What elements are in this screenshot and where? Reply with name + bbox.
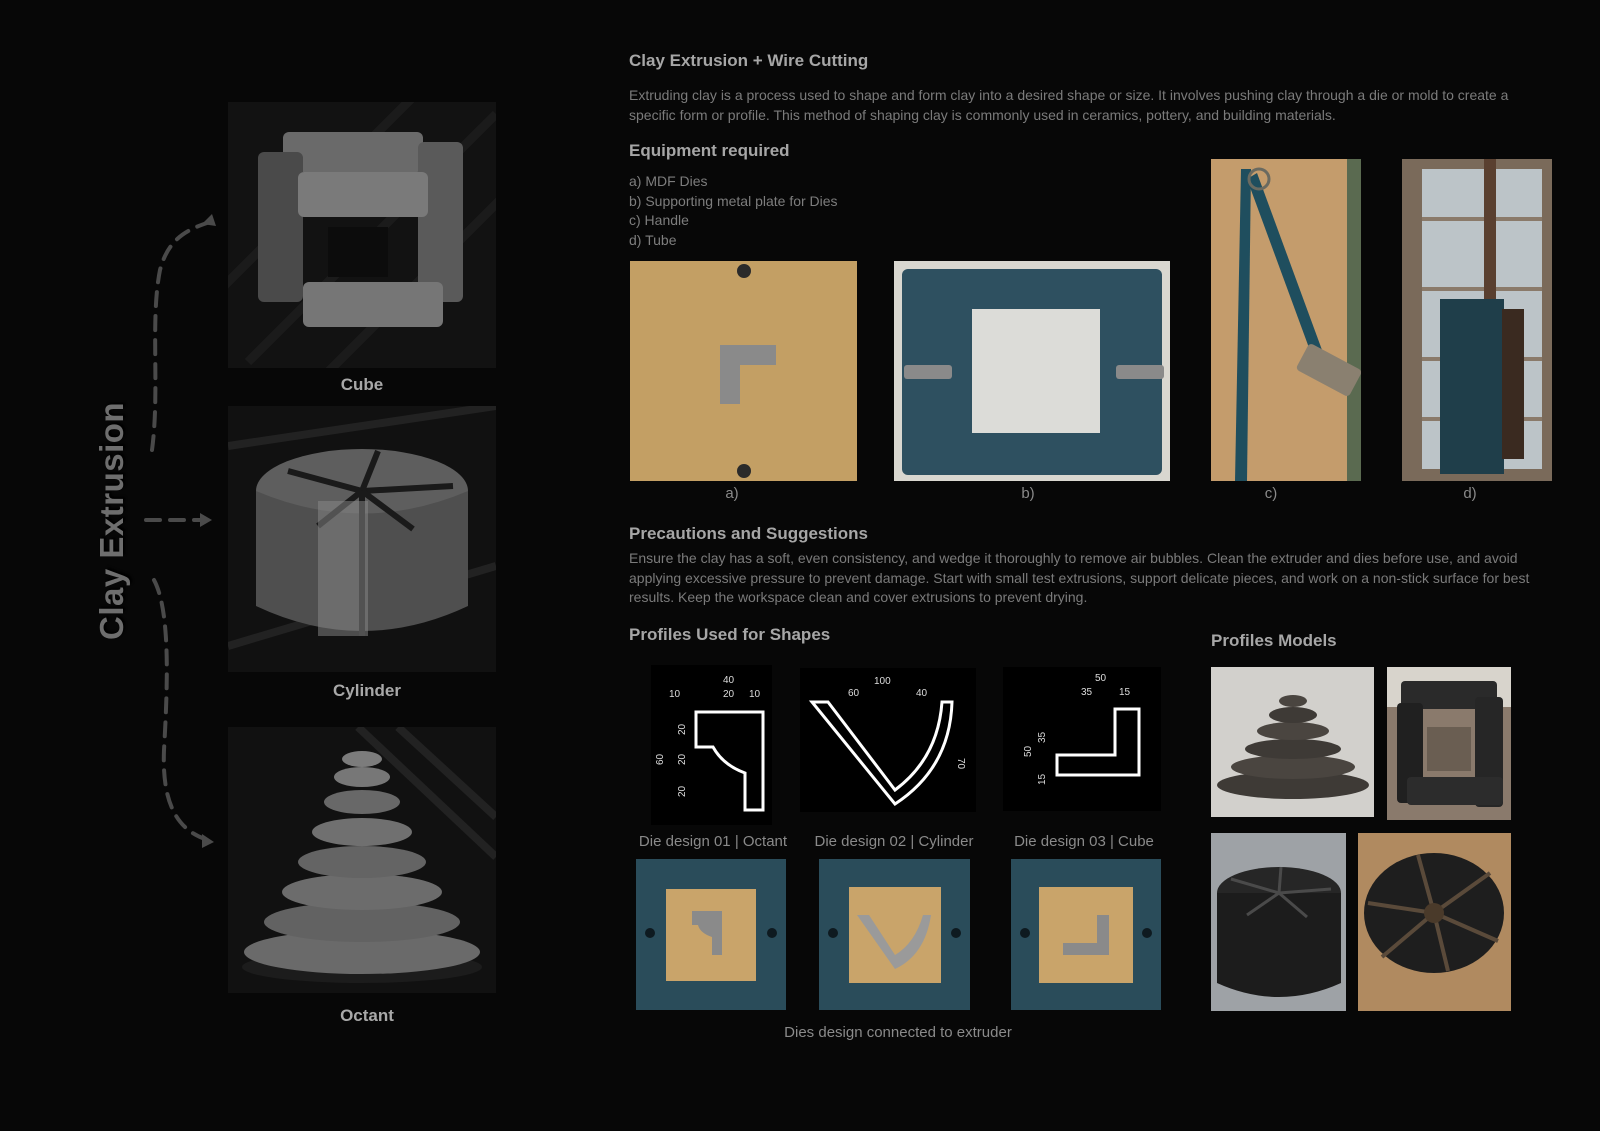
model-octant-photo: [1211, 667, 1374, 817]
die-label-octant: Die design 01 | Octant: [638, 833, 788, 850]
die3-dim: 15: [1119, 687, 1131, 698]
list-item: a) MDF Dies: [629, 173, 708, 189]
die3-dim: 35: [1081, 687, 1093, 698]
precautions-heading: Precautions and Suggestions: [629, 524, 868, 543]
die-connected-photo-cylinder: [819, 859, 970, 1010]
tube-photo: [1402, 159, 1552, 481]
list-item: c) Handle: [629, 212, 689, 228]
models-heading: Profiles Models: [1211, 631, 1337, 650]
caption-d: d): [1463, 485, 1477, 502]
dies-connected-caption: Dies design connected to extruder: [784, 1024, 1012, 1041]
handle-photo: [1211, 159, 1361, 481]
precautions-text: Ensure the clay has a soft, even consistency, and wedge it thoroughly to remove air bubbles. Clean the extruder and dies before use, and avoid applying excessive pressure to prevent damage. Start with small test extrusions, support delicate pieces, and work on a non-stick surface for best results. Keep the workspace clean and cover extrusions to prevent drying.: [629, 550, 1530, 605]
die2-dim: 40: [916, 688, 928, 699]
mdf-die-photo: [630, 261, 857, 481]
die3-dim: 50: [1023, 745, 1034, 757]
model-cube-photo: [1387, 667, 1511, 820]
equipment-list: [629, 172, 838, 250]
die3-dim: 35: [1037, 731, 1048, 743]
die3-dim: 15: [1037, 773, 1048, 785]
die-design-cylinder: [800, 668, 976, 812]
die-design-octant: [651, 665, 772, 825]
page-title: Clay Extrusion + Wire Cutting: [629, 51, 869, 70]
model-octagon-photo: [1358, 833, 1511, 1011]
model-cylinder-photo: [1211, 833, 1346, 1011]
cylinder-label: Cylinder: [332, 681, 402, 700]
die3-dim: 50: [1095, 673, 1107, 684]
intro-text: Extruding clay is a process used to shape and form clay into a desired shape or size. It involves pushing clay through a die or mold to create a specific form or profile. This method of shaping clay is commonly used in ceramics, pottery, and building materials.: [629, 87, 1509, 123]
die1-dim: 60: [655, 753, 666, 765]
die-connected-photo-octant: [636, 859, 786, 1010]
die1-dim: 20: [723, 689, 735, 700]
die1-dim: 20: [677, 785, 688, 797]
die1-dim: 40: [723, 675, 735, 686]
die1-dim: 20: [677, 753, 688, 765]
equipment-heading: Equipment required: [629, 141, 790, 160]
caption-b: b): [1021, 485, 1035, 502]
die-connected-photo-cube: [1011, 859, 1161, 1010]
caption-c: c): [1264, 485, 1278, 502]
die2-dim: 70: [955, 758, 966, 770]
die-label-cylinder: Die design 02 | Cylinder: [814, 833, 974, 850]
die2-dim: 60: [848, 688, 860, 699]
die1-dim: 20: [677, 723, 688, 735]
dashed-arrows: [140, 210, 230, 870]
list-item: d) Tube: [629, 231, 677, 248]
caption-a: a): [725, 485, 739, 502]
cube-photo: [228, 102, 496, 368]
die1-dim: 10: [669, 689, 681, 700]
octant-photo: [228, 727, 496, 993]
list-item: b) Supporting metal plate for Dies: [629, 192, 838, 209]
side-title: Clay Extrusion: [93, 401, 130, 640]
metal-plate-photo: [894, 261, 1170, 481]
octant-label: Octant: [340, 1006, 394, 1025]
die-design-cube: [1003, 667, 1161, 811]
die1-dim: 10: [749, 689, 761, 700]
cylinder-photo: [228, 406, 496, 672]
die-label-cube: Die design 03 | Cube: [1014, 833, 1154, 850]
cube-label: Cube: [340, 375, 384, 394]
die2-dim: 100: [874, 676, 891, 687]
profiles-heading: Profiles Used for Shapes: [629, 625, 831, 644]
